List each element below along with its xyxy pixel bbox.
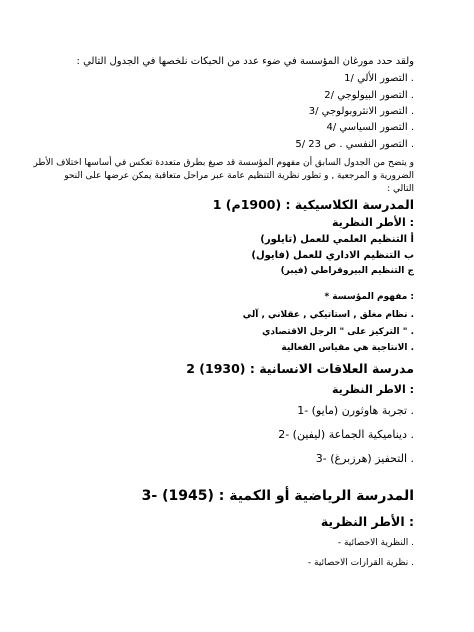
paragraph-line: و يتضح من الجدول السابق أن مفهوم المؤسسة قد صيغ بطرق متعددة تعكس في أساسها اختلاف الأطر	[33, 158, 414, 168]
paragraph-line: الضرورية و المرجعية , و تطور نظرية التنظيم عامة عبر مراحل متعاقبة يمكن عرضها على النحو	[64, 171, 414, 181]
subheading-concept: : مفهوم المؤسسة *	[324, 292, 414, 302]
list-item: . " التركيز على " الرجل الاقتصادي	[262, 327, 414, 337]
list-item: . التصور البيولوجي /2	[324, 90, 414, 101]
list-item: أ التنظيم العلمي للعمل (تايلور)	[260, 234, 414, 245]
list-item: . التصور النفسي . ص 23 /5	[295, 139, 414, 150]
subheading-framework: : الاطر النظرية	[332, 383, 414, 396]
list-item: . تجربة هاوثورن (مايو) -1	[297, 404, 414, 417]
subheading-framework: : الأطر النظرية	[320, 514, 414, 529]
paragraph-line: التالي :	[387, 184, 414, 194]
list-item: ج التنظيم البيروقراطي (فيبر)	[280, 266, 414, 276]
section-heading-classical: المدرسة الكلاسيكية : (1900م) 1	[212, 197, 414, 212]
list-item: . الانتاجية هي مقياس الفعالية	[281, 343, 414, 353]
section-heading-human-relations: مدرسة العلاقات الانسانية : (1930) 2	[186, 361, 414, 376]
list-item: . التصور الألي /1	[344, 73, 414, 84]
list-item: . ديناميكية الجماعة (ليفين) -2	[278, 428, 414, 441]
list-item: . التصور الانثروبولوجي /3	[308, 106, 414, 117]
subheading-framework: : الأطر النظرية	[332, 216, 414, 229]
list-item: . النظرية الاحصائية -	[337, 538, 414, 548]
list-item: ب التنظيم الاداري للعمل (فايول)	[251, 250, 414, 261]
list-item: . نظرية القرارات الاحصائية -	[307, 558, 414, 568]
section-heading-quantitative: المدرسة الرياضية أو الكمية : (1945) -3	[141, 488, 414, 504]
list-item: . التصور السياسي /4	[326, 122, 414, 133]
intro-paragraph: ولقد حدد مورغان المؤسسة في ضوء عدد من الحبكات نلخصها في الجدول التالي :	[76, 56, 414, 67]
list-item: . التحفيز (هرزبرغ) -3	[315, 452, 414, 465]
list-item: . نظام مغلق , استاتيكي , عقلاني , آلي	[242, 310, 414, 320]
